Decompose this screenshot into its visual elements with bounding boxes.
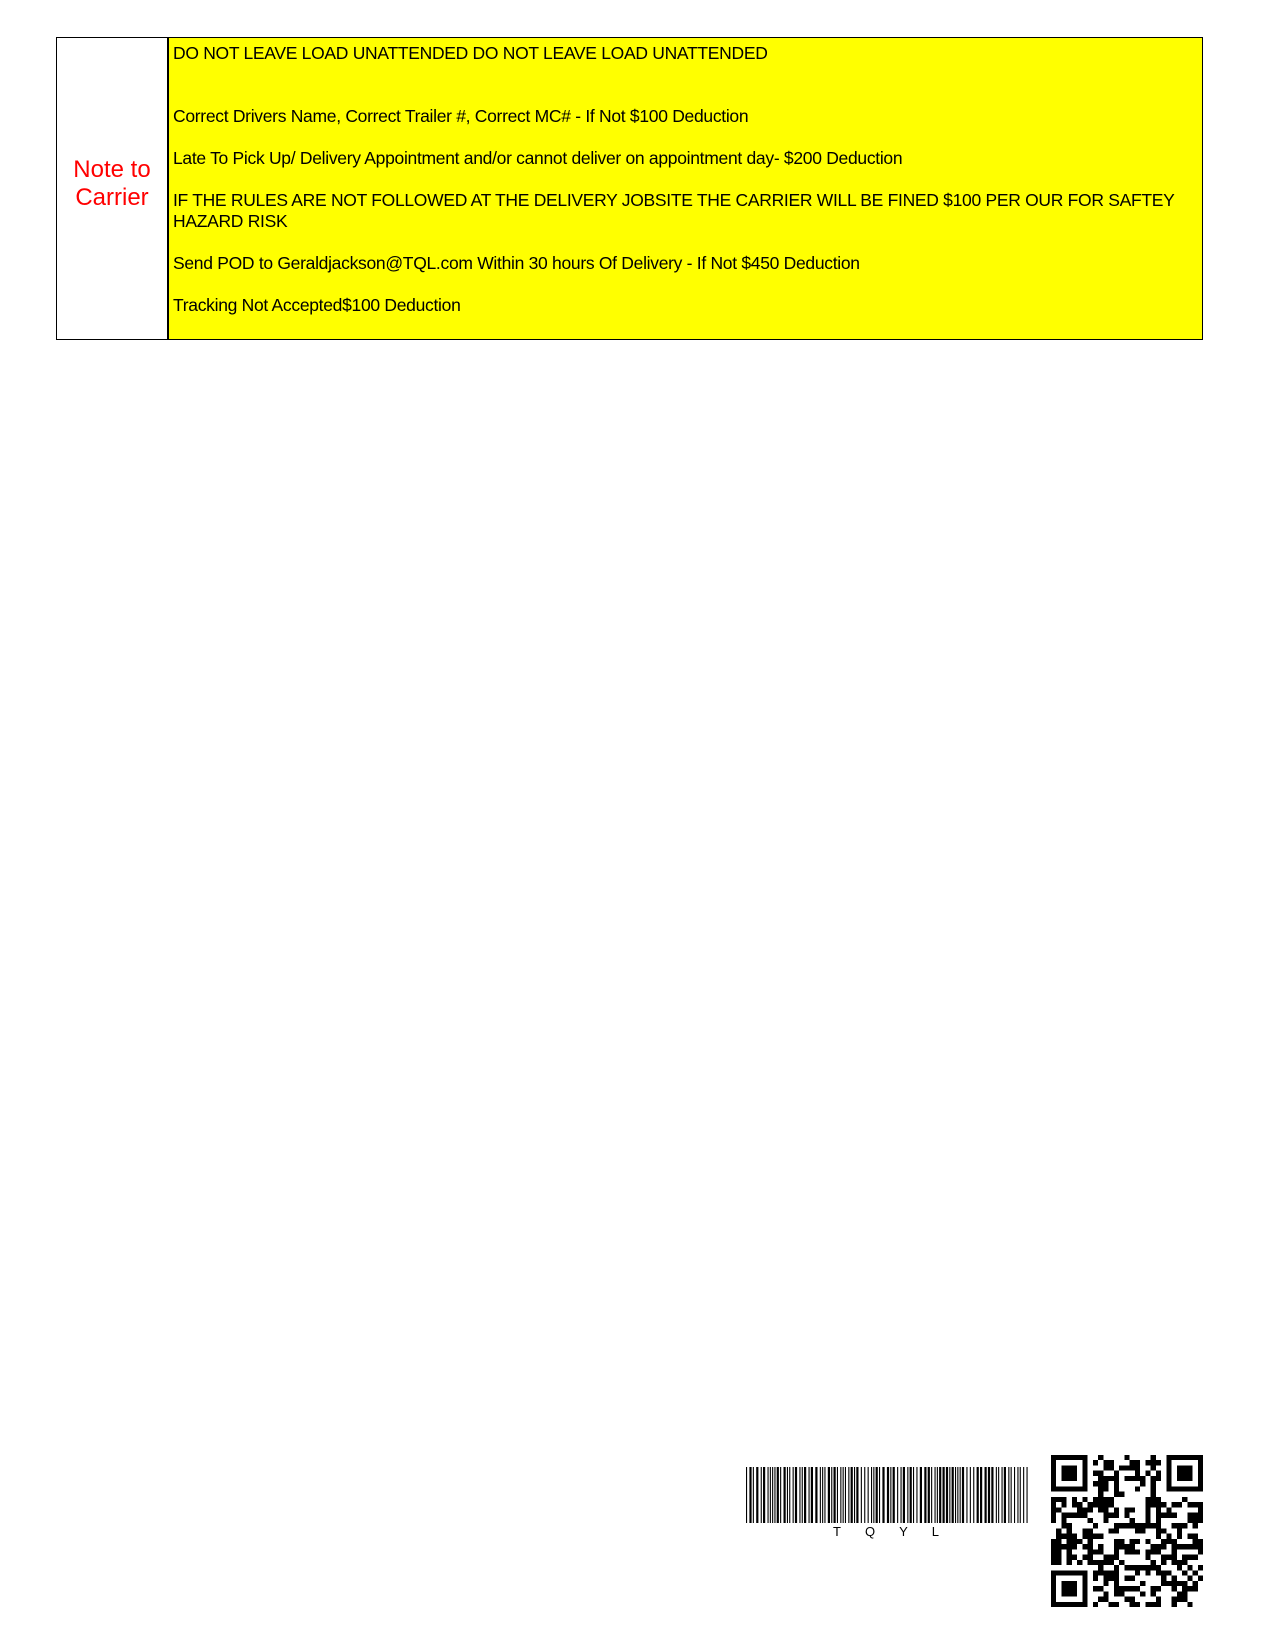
note-label-cell [57, 38, 169, 339]
note-line-tracking: Tracking Not Accepted$100 Deduction [173, 295, 461, 315]
note-line-jobsite-rules: IF THE RULES ARE NOT FOLLOWED AT THE DELIVERY JOBSITE THE CARRIER WILL BE FINED $100 PER OUR FOR SAFTEY HAZARD RISK [173, 190, 1175, 231]
note-line-pod: Send POD to Geraldjackson@TQL.com Within 30 hours Of Delivery - If Not $450 Deduction [173, 253, 860, 273]
barcode-text: TQYL [833, 1524, 963, 1539]
note-line-driver-info: Correct Drivers Name, Correct Trailer #, Correct MC# - If Not $100 Deduction [173, 106, 749, 126]
note-content-cell [169, 38, 1202, 339]
note-line-unattended: DO NOT LEAVE LOAD UNATTENDED DO NOT LEAVE LOAD UNATTENDED [173, 43, 768, 63]
note-line-late: Late To Pick Up/ Delivery Appointment and/or cannot deliver on appointment day- $200 Deduction [173, 148, 903, 168]
note-to-carrier-box [56, 37, 1203, 340]
note-label: Note to Carrier [73, 155, 151, 211]
qr-code-icon [1051, 1455, 1203, 1607]
